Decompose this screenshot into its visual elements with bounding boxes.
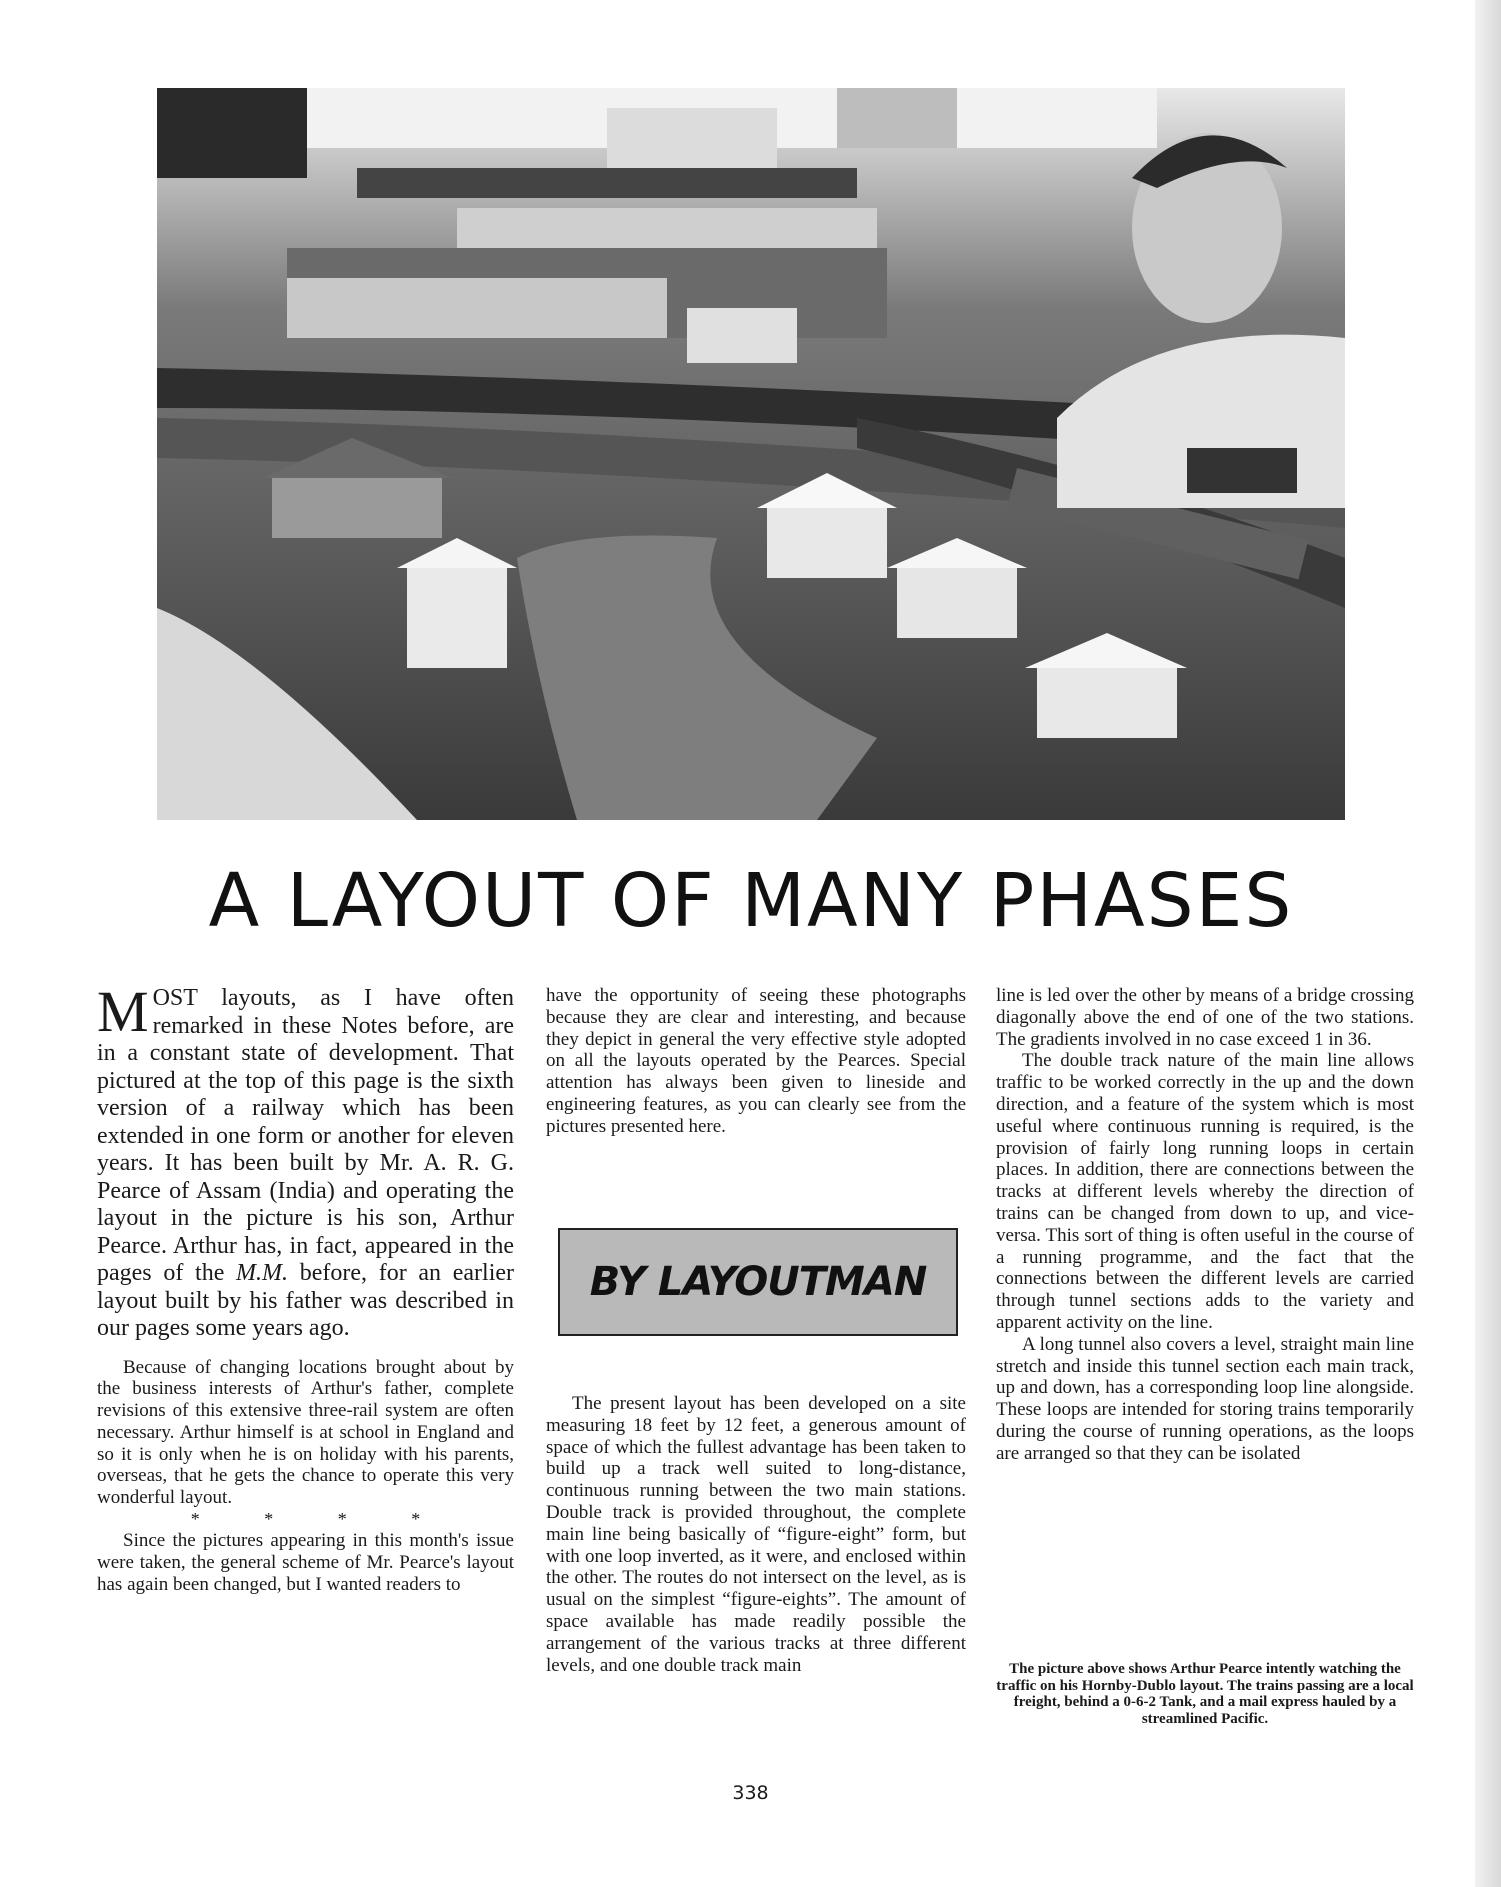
paragraph-double-track: The double track nature of the main line allows traffic to be worked correctly in the up and the down direction, and a feature of the system which is most useful where continuous running is required, is the provision of fairly long running loops in certain places. In addition, there are connections between the tracks at different levels whereby the direction of trains can be changed from down to up, and vice-versa. This sort of thing is often useful in the course of a running programme, and the fact that the connections between the different levels are carried through tunnel sections adds to the variety and apparent activity on the line.: [996, 1050, 1414, 1333]
article-headline: A LAYOUT OF MANY PHASES: [208, 858, 1294, 944]
byline-box: [558, 1228, 958, 1336]
page-number: 338: [732, 1782, 769, 1804]
paragraph-bridge: line is led over the other by means of a bridge crossing diagonally above the end of one of the two stations. The gradients involved in no case exceed 1 in 36.: [996, 985, 1414, 1050]
lead-text: OST layouts, as I have often remarked in these Notes before, are in a constant state of development. That pictured at the top of this page is the sixth version of a railway which has been extended in one form or another for eleven years. It has been built by Mr. A. R. G. Pearce of Assam (India) and operating the layout in the picture is his son, Arthur Pearce. Arthur has, in fact, appeared in the pages of the: [97, 985, 514, 1286]
page-edge: [1475, 0, 1501, 1887]
text-column-1: [97, 979, 515, 1595]
magazine-abbreviation: M.M.: [236, 1260, 289, 1286]
lead-text-end: before, for an earlier layout built by his father was described in our pages some years ago.: [97, 1260, 515, 1341]
paragraph-pictures: Since the pictures appearing in this month's issue were taken, the general scheme of Mr. Pearce's layout has again been changed, but I wanted readers to: [97, 1530, 514, 1595]
section-break-stars: * * * *: [190, 1509, 451, 1530]
lead-paragraph: [97, 979, 515, 1343]
paragraph-tunnel: A long tunnel also covers a level, straight main line stretch and inside this tunnel section each main track, up and down, has a corresponding loop line alongside. These loops are intended for storing trains temporarily during the course of running operations, as the loops are arranged so that they can be isolated: [996, 1333, 1414, 1464]
drop-cap: M: [97, 979, 149, 1044]
text-column-2: [546, 985, 966, 1138]
layout-photograph: [157, 88, 1345, 820]
paragraph-locations: Because of changing locations brought about by the business interests of Arthur's father, complete revisions of this extensive three-rail system are often necessary. Arthur himself is at school in England and so it is only when he is on holiday with his parents, overseas, that he gets the chance to operate this very wonderful layout.: [97, 1356, 514, 1509]
byline: BY LAYOUTMAN: [589, 1259, 927, 1305]
photo-caption: The picture above shows Arthur Pearce intently watching the traffic on his Hornby-Dublo layout. The trains passing are a local freight, behind a 0-6-2 Tank, and a mail express hauled by a streamlined Pacific.: [996, 1661, 1414, 1727]
paragraph-present-layout: The present layout has been developed on a site measuring 18 feet by 12 feet, a generous amount of space of which the fullest advantage has been taken to build up a track well suited to long-distance, continuous running between the two main stations. Double track is provided throughout, the complete main line being basically of “figure-eight” form, but with one loop inverted, as it were, and enclosed within the other. The routes do not intersect on the level, as is usual on the simplest “figure-eights”. The amount of space available has made readily possible the arrangement of the various tracks at three different levels, and one double track main: [546, 1393, 966, 1676]
paragraph-opportunity: have the opportunity of seeing these photographs because they are clear and interesting, and because they depict in general the very effective style adopted on all the layouts operated by the Pearces. Special attention has always been given to lineside and engineering features, as you can clearly see from the pictures presented here.: [546, 985, 966, 1137]
layout-photograph-drawing: [157, 88, 1345, 820]
text-column-3: [996, 985, 1414, 1465]
text-column-2-lower: [546, 1393, 966, 1676]
